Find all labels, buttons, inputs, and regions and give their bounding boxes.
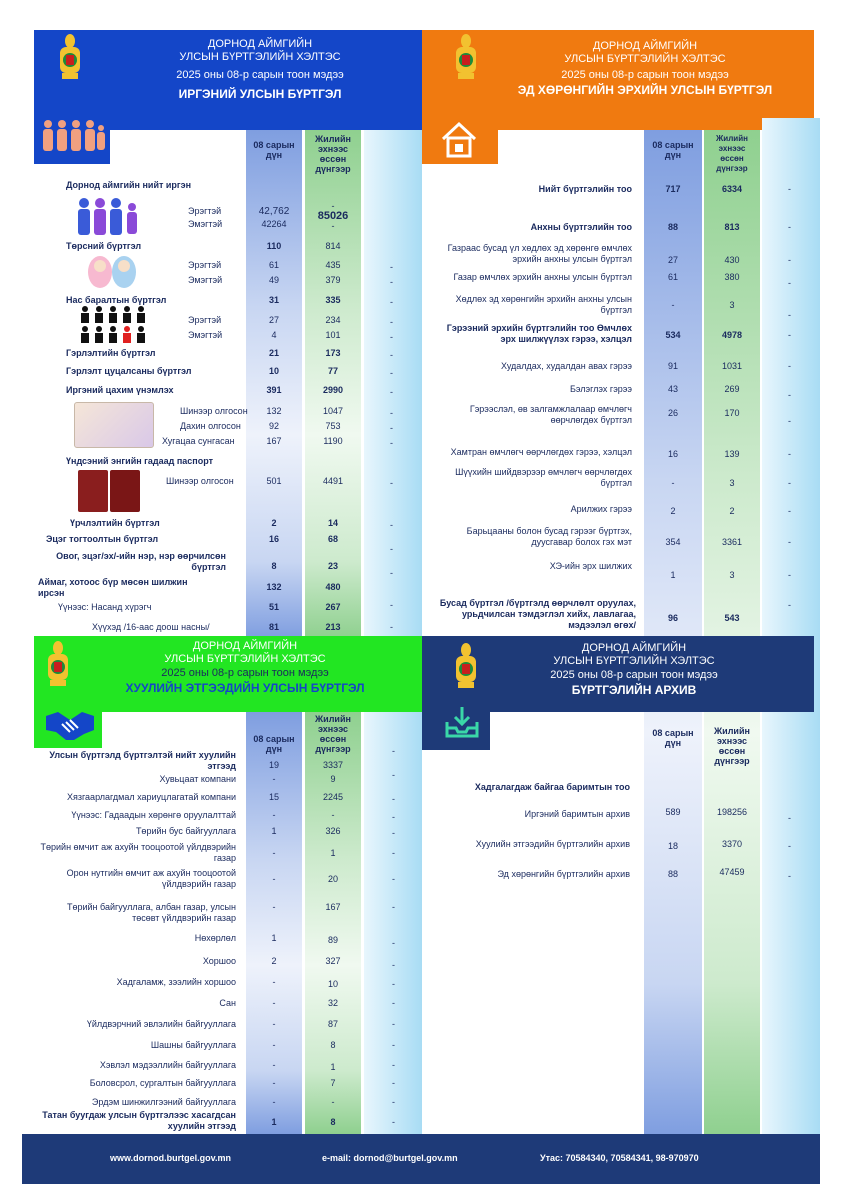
legal-row-label: Хоршоо bbox=[202, 956, 236, 966]
civil-dash: - bbox=[390, 600, 393, 610]
legal-row-label: Хэвлэл мэдээллийн байгууллага bbox=[99, 1060, 236, 1070]
legal-dash: - bbox=[392, 1060, 395, 1070]
archive-row-label: Эд хөрөнгийн бүртгэлийн архив bbox=[497, 869, 630, 879]
legal-row-label: Үүнээс: Гадаадын хөрөнгө оруулалттай bbox=[71, 810, 236, 820]
legal-colhdr-month: 08 сарын дүн bbox=[253, 734, 295, 754]
legal-row-month: - bbox=[272, 1040, 276, 1050]
civil-row-ytd: 68 bbox=[327, 534, 338, 544]
legal-dash: - bbox=[392, 874, 395, 884]
footer-bar bbox=[22, 1134, 820, 1184]
legal-row-label: Татан буугдаж улсын бүртгэлээс хасагдсан хуулийн этгээд bbox=[42, 1110, 236, 1131]
property-colhdr-ytd: Жилийн эхнээс өссөн дүнгээр bbox=[716, 134, 748, 173]
family-icon bbox=[74, 195, 142, 237]
legal-row-ytd: 8 bbox=[330, 1040, 336, 1050]
legal-row-label: Үйлдвэрчний эвлэлийн байгууллага bbox=[86, 1019, 236, 1029]
id-card-image bbox=[74, 402, 154, 448]
civil-row-label: Нас баралтын бүртгэл bbox=[66, 295, 167, 305]
legal-row-ytd: 89 bbox=[327, 935, 338, 945]
legal-row-month: 2 bbox=[271, 956, 277, 966]
civil-row-month: 42264 bbox=[261, 219, 287, 229]
property-dash: - bbox=[788, 478, 791, 488]
legal-row-ytd: 10 bbox=[327, 979, 338, 989]
legal-row-month: - bbox=[272, 977, 276, 987]
legal-dash: - bbox=[392, 1117, 395, 1127]
civil-dash: - bbox=[390, 478, 393, 488]
deaths-icon bbox=[78, 305, 156, 345]
property-dash: - bbox=[788, 570, 791, 580]
legal-row-ytd: 2245 bbox=[322, 792, 344, 802]
legal-row-month: - bbox=[272, 810, 276, 820]
civil-colhdr-ytd: Жилийн эхнээс өссөн дүнгээр bbox=[315, 134, 351, 174]
legal-dash: - bbox=[392, 1078, 395, 1088]
property-row-ytd: 3 bbox=[729, 478, 735, 488]
archive-title-1: ДОРНОД АЙМГИЙН bbox=[581, 642, 687, 654]
civil-row-month: 110 bbox=[266, 241, 282, 251]
legal-title-2: УЛСЫН БҮРТГЭЛИЙН ХЭЛТЭС bbox=[164, 653, 326, 665]
legal-subtitle: 2025 оны 08-р сарын тоон мэдээ bbox=[161, 667, 329, 679]
civil-colhdr-month: 08 сарын дүн bbox=[253, 140, 295, 160]
civil-dash: - bbox=[390, 544, 393, 554]
legal-row-month: - bbox=[272, 998, 276, 1008]
property-row-label: Худалдах, худалдан авах гэрээ bbox=[501, 361, 632, 371]
legal-row-ytd: 32 bbox=[327, 998, 338, 1008]
legal-dash: - bbox=[392, 998, 395, 1008]
civil-row-label: Иргэний цахим үнэмлэх bbox=[66, 385, 174, 395]
civil-row-ytd: 435 bbox=[325, 260, 341, 270]
civil-row-ytd: 213 bbox=[325, 622, 341, 632]
civil-row-month: 92 bbox=[268, 421, 279, 431]
archive-row-label: Иргэний баримтын архив bbox=[524, 809, 630, 819]
civil-dash: - bbox=[390, 277, 393, 287]
civil-dash: - bbox=[390, 408, 393, 418]
legal-row-label: Төрийн өмчит аж ахуйн тооцоотой үйлдвэрийн газар bbox=[40, 842, 236, 863]
legal-row-month: - bbox=[272, 902, 276, 912]
civil-row-ytd: 753 bbox=[325, 421, 341, 431]
legal-row-month: 1 bbox=[271, 826, 277, 836]
legal-header-text bbox=[80, 640, 410, 696]
property-header-text bbox=[495, 40, 795, 98]
legal-row-ytd: 167 bbox=[325, 902, 341, 912]
civil-row-month: 10 bbox=[268, 366, 279, 376]
archive-dash: - bbox=[788, 841, 791, 851]
property-row-label: ХЭ-ийн эрх шилжих bbox=[549, 561, 632, 571]
property-row-label: Барьцааны болон бусад гэрээг бүртгэх, дуусгавар болох гэх мэт bbox=[466, 526, 632, 547]
archive-colhdr-ytd: Жилийн эхнээс өссөн дүнгээр bbox=[714, 726, 750, 766]
legal-row-ytd: - bbox=[331, 810, 335, 820]
legal-row-month: - bbox=[272, 1078, 276, 1088]
property-row-month: 717 bbox=[665, 184, 681, 194]
property-row-month: 96 bbox=[667, 613, 678, 623]
legal-dash: - bbox=[392, 1040, 395, 1050]
property-colhdr-month: 08 сарын дүн bbox=[652, 140, 694, 160]
civil-row-month: 132 bbox=[266, 406, 282, 416]
civil-dash: - bbox=[390, 262, 393, 272]
legal-row-ytd: 1 bbox=[330, 1062, 336, 1072]
archive-row-month: 88 bbox=[667, 869, 678, 879]
legal-dash: - bbox=[392, 746, 395, 756]
property-row-label: Арилжих гэрээ bbox=[570, 504, 632, 514]
emblem-icon bbox=[56, 33, 84, 83]
civil-dash: - bbox=[390, 387, 393, 397]
property-row-ytd: 3 bbox=[729, 300, 735, 310]
civil-row-label: Шинээр олгосон bbox=[166, 476, 234, 486]
civil-col-extra bbox=[364, 130, 422, 638]
civil-row-label: Эрэгтэй bbox=[188, 206, 222, 216]
legal-row-month: - bbox=[272, 1097, 276, 1107]
civil-row-ytd: - bbox=[331, 201, 335, 211]
property-row-month: 26 bbox=[667, 408, 678, 418]
legal-dash: - bbox=[392, 794, 395, 804]
property-col-extra bbox=[762, 118, 820, 1134]
civil-row-ytd: - bbox=[331, 221, 335, 231]
passport-image-1 bbox=[78, 470, 108, 512]
civil-row-month: 391 bbox=[266, 385, 282, 395]
house-icon bbox=[440, 120, 478, 160]
civil-row-month: 49 bbox=[268, 275, 279, 285]
civil-row-ytd: 1190 bbox=[323, 436, 343, 446]
property-row-month: - bbox=[671, 478, 675, 488]
civil-dash: - bbox=[390, 350, 393, 360]
civil-dash: - bbox=[390, 297, 393, 307]
civil-dash: - bbox=[390, 332, 393, 342]
legal-row-month: - bbox=[272, 848, 276, 858]
civil-main-title: ИРГЭНИЙ УЛСЫН БҮРТГЭЛ bbox=[178, 87, 342, 101]
civil-dash: - bbox=[390, 520, 393, 530]
legal-row-ytd: 20 bbox=[327, 874, 338, 884]
legal-row-label: Хязгаарлагдмал хариуцлагатай компани bbox=[66, 792, 236, 802]
property-main-title: ЭД ХӨРӨНГИЙН ЭРХИЙН УЛСЫН БҮРТГЭЛ bbox=[517, 83, 773, 97]
legal-row-ytd: 7 bbox=[330, 1078, 336, 1088]
civil-row-ytd: 173 bbox=[325, 348, 341, 358]
civil-row-ytd: 335 bbox=[325, 295, 341, 305]
civil-row-label: Дахин олгосон bbox=[180, 421, 241, 431]
civil-row-month: 8 bbox=[271, 561, 277, 571]
property-title-2: УЛСЫН БҮРТГЭЛИЙН ХЭЛТЭС bbox=[564, 53, 726, 65]
property-title-1: ДОРНОД АЙМГИЙН bbox=[592, 40, 698, 52]
archive-dash: - bbox=[788, 871, 791, 881]
emblem-icon bbox=[44, 640, 72, 690]
civil-row-label: Гэрлэлт цуцалсаны бүртгэл bbox=[66, 366, 192, 376]
people-icon bbox=[40, 118, 106, 154]
property-dash: - bbox=[788, 222, 791, 232]
legal-row-label: Нөхөрлөл bbox=[194, 933, 236, 943]
civil-dash: - bbox=[390, 622, 393, 632]
legal-dash: - bbox=[392, 828, 395, 838]
property-dash: - bbox=[788, 310, 791, 320]
civil-row-month: 21 bbox=[268, 348, 279, 358]
archive-main-title: БҮРТГЭЛИЙН АРХИВ bbox=[571, 683, 697, 697]
legal-dash: - bbox=[392, 812, 395, 822]
legal-row-label: Төрийн байгууллага, албан газар, улсын төсөвт үйлдвэрийн газар bbox=[66, 902, 236, 923]
civil-row-label: Гэрлэлтийн бүртгэл bbox=[66, 348, 156, 358]
property-row-label: Анхны бүртгэлийн тоо bbox=[530, 222, 632, 232]
civil-row-ytd: 23 bbox=[327, 561, 338, 571]
civil-row-label: Шинээр олгосон bbox=[180, 406, 248, 416]
legal-main-title: ХУУЛИЙН ЭТГЭЭДИЙН УЛСЫН БҮРТГЭЛ bbox=[125, 681, 365, 695]
property-dash: - bbox=[788, 390, 791, 400]
property-row-month: 61 bbox=[667, 272, 678, 282]
property-row-ytd: 3361 bbox=[721, 537, 743, 547]
babies-icon bbox=[86, 252, 138, 290]
civil-row-ytd: 14 bbox=[327, 518, 338, 528]
civil-row-label: Хүүхэд /16-аас доош насны/ bbox=[92, 622, 210, 632]
civil-row-month: 27 bbox=[268, 315, 279, 325]
legal-row-month: - bbox=[272, 874, 276, 884]
civil-row-ytd: 4491 bbox=[322, 476, 344, 486]
legal-row-month: 19 bbox=[268, 760, 279, 770]
legal-dash: - bbox=[392, 848, 395, 858]
property-row-month: - bbox=[671, 300, 675, 310]
legal-dash: - bbox=[392, 1097, 395, 1107]
civil-row-month: 4 bbox=[271, 330, 277, 340]
civil-row-label: Дорнод аймгийн нийт иргэн bbox=[66, 180, 192, 190]
legal-row-ytd: - bbox=[331, 1097, 335, 1107]
civil-row-label: Үндсэний энгийн гадаад паспорт bbox=[66, 456, 214, 466]
civil-row-month: 501 bbox=[266, 476, 282, 486]
property-row-month: 534 bbox=[665, 330, 681, 340]
archive-dash: - bbox=[788, 813, 791, 823]
civil-title-1: ДОРНОД АЙМГИЙН bbox=[207, 38, 313, 50]
legal-row-label: Орон нутгийн өмчит аж ахуйн тооцоотой үйлдвэрийн газар bbox=[66, 868, 236, 889]
archive-row-label: Хуулийн этгээдийн бүртгэлийн архив bbox=[475, 839, 630, 849]
legal-row-label: Сан bbox=[219, 998, 236, 1008]
footer-email-link[interactable]: e-mail: dornod@burtgel.gov.mn bbox=[322, 1153, 458, 1163]
property-row-ytd: 1031 bbox=[721, 361, 743, 371]
civil-row-label: Эрэгтэй bbox=[188, 260, 222, 270]
property-dash: - bbox=[788, 278, 791, 288]
property-row-ytd: 139 bbox=[724, 449, 740, 459]
civil-dash: - bbox=[390, 438, 393, 448]
civil-header-text bbox=[110, 38, 410, 102]
legal-row-label: Төрийн бус байгууллага bbox=[135, 826, 236, 836]
civil-row-ytd: 234 bbox=[325, 315, 341, 325]
legal-row-ytd: 8 bbox=[330, 1117, 336, 1127]
legal-row-label: Боловсрол, сургалтын байгууллага bbox=[89, 1078, 236, 1088]
archive-row-ytd: 3370 bbox=[721, 839, 743, 849]
archive-colhdr-month: 08 сарын дүн bbox=[652, 728, 694, 748]
legal-row-ytd: 1 bbox=[330, 848, 336, 858]
property-row-ytd: 813 bbox=[724, 222, 740, 232]
legal-row-month: - bbox=[272, 1060, 276, 1070]
archive-title-2: УЛСЫН БҮРТГЭЛИЙН ХЭЛТЭС bbox=[553, 655, 715, 667]
archive-subtitle: 2025 оны 08-р сарын тоон мэдээ bbox=[550, 669, 718, 681]
civil-row-label: Хугацаа сунгасан bbox=[162, 436, 235, 446]
civil-row-ytd: 379 bbox=[325, 275, 341, 285]
property-row-label: Хамтран өмчлөгч өөрчлөгдөх гэрээ, хэлцэл bbox=[450, 447, 632, 457]
legal-row-month: 15 bbox=[268, 792, 279, 802]
property-dash: - bbox=[788, 416, 791, 426]
legal-title-1: ДОРНОД АЙМГИЙН bbox=[192, 640, 298, 652]
property-row-ytd: 4978 bbox=[721, 330, 743, 340]
legal-row-label: Улсын бүртгэлд бүртгэлтэй нийт хуулийн этгээд bbox=[49, 750, 236, 771]
civil-row-label: Аймаг, хотоос бүр мөсөн шилжин ирсэн bbox=[38, 577, 188, 598]
civil-row-label: Овог, эцэг/эх/-ийн нэр, нэр өөрчилсөн бүртгэл bbox=[56, 551, 226, 572]
archive-row-month: 589 bbox=[665, 807, 681, 817]
civil-dash: - bbox=[390, 368, 393, 378]
civil-subtitle: 2025 оны 08-р сарын тоон мэдээ bbox=[176, 69, 344, 81]
civil-row-month: 51 bbox=[268, 602, 279, 612]
property-row-label: Хөдлөх эд хөрөнгийн эрхийн анхны улсын бүртгэл bbox=[455, 294, 632, 315]
property-dash: - bbox=[788, 255, 791, 265]
property-row-ytd: 269 bbox=[724, 384, 740, 394]
civil-row-month: 81 bbox=[268, 622, 279, 632]
archive-download-icon bbox=[444, 704, 480, 740]
civil-row-ytd: 814 bbox=[325, 241, 341, 251]
property-row-month: 27 bbox=[667, 255, 678, 265]
legal-dash: - bbox=[392, 960, 395, 970]
property-row-label: Газар өмчлөх эрхийн анхны улсын бүртгэл bbox=[453, 272, 632, 282]
property-row-month: 354 bbox=[665, 537, 681, 547]
civil-row-ytd: 77 bbox=[327, 366, 338, 376]
property-row-ytd: 3 bbox=[729, 570, 735, 580]
legal-dash: - bbox=[392, 1019, 395, 1029]
property-dash: - bbox=[788, 184, 791, 194]
legal-row-label: Эрдэм шинжилгээний байгууллага bbox=[91, 1097, 236, 1107]
legal-row-ytd: 327 bbox=[325, 956, 341, 966]
civil-row-label: Эмэгтэй bbox=[188, 330, 223, 340]
civil-row-month: 16 bbox=[268, 534, 279, 544]
civil-row-label: Эцэг тогтоолтын бүртгэл bbox=[46, 534, 159, 544]
legal-row-month: 1 bbox=[271, 1117, 277, 1127]
legal-row-ytd: 3337 bbox=[322, 760, 344, 770]
property-row-month: 91 bbox=[667, 361, 678, 371]
property-row-label: Нийт бүртгэлийн тоо bbox=[538, 184, 632, 194]
property-row-month: 16 bbox=[667, 449, 678, 459]
property-row-ytd: 6334 bbox=[721, 184, 743, 194]
archive-row-ytd: 47459 bbox=[719, 867, 745, 877]
civil-row-ytd: 1047 bbox=[322, 406, 344, 416]
property-row-month: 43 bbox=[667, 384, 678, 394]
handshake-icon bbox=[44, 704, 96, 744]
legal-dash: - bbox=[392, 979, 395, 989]
legal-colhdr-ytd: Жилийн эхнээс өссөн дүнгээр bbox=[315, 714, 351, 754]
civil-title-2: УЛСЫН БҮРТГЭЛИЙН ХЭЛТЭС bbox=[179, 51, 341, 63]
emblem-icon bbox=[452, 33, 480, 83]
property-row-label: Шүүхийн шийдвэрээр өмчлөгч өөрчлөгдөх бүртгэл bbox=[455, 467, 632, 488]
property-row-label: Газраас бусад үл хөдлөх эд хөрөнгө өмчлөх эрхийн анхны улсын бүртгэл bbox=[447, 243, 632, 264]
legal-row-ytd: 9 bbox=[330, 774, 336, 784]
civil-row-ytd: 480 bbox=[325, 582, 341, 592]
footer-website-link[interactable]: www.dornod.burtgel.gov.mn bbox=[110, 1153, 231, 1163]
legal-row-ytd: 87 bbox=[327, 1019, 338, 1029]
civil-row-label: Үүнээс: Насанд хүрэгч bbox=[58, 602, 152, 612]
civil-row-month: 167 bbox=[266, 436, 282, 446]
civil-row-label: Эрэгтэй bbox=[188, 315, 222, 325]
footer-phone: Утас: 70584340, 70584341, 98-970970 bbox=[540, 1153, 699, 1163]
legal-row-label: Хадгаламж, зээлийн хоршоо bbox=[116, 977, 236, 987]
property-row-label: Бэлэглэх гэрээ bbox=[569, 384, 632, 394]
civil-row-month: 2 bbox=[271, 518, 277, 528]
legal-dash: - bbox=[392, 770, 395, 780]
property-row-ytd: 543 bbox=[724, 613, 740, 623]
passport-image-2 bbox=[110, 470, 140, 512]
legal-row-month: 1 bbox=[271, 933, 277, 943]
legal-row-month: - bbox=[272, 1019, 276, 1029]
property-row-ytd: 170 bbox=[724, 408, 740, 418]
civil-dash: - bbox=[390, 568, 393, 578]
property-row-ytd: 430 bbox=[724, 255, 740, 265]
property-dash: - bbox=[788, 361, 791, 371]
civil-row-label: Эмэгтэй bbox=[188, 275, 223, 285]
civil-row-month: 42,762 bbox=[258, 206, 290, 217]
archive-row-month: 18 bbox=[667, 841, 678, 851]
civil-total: 85026 bbox=[317, 210, 349, 222]
civil-row-label: Үрчлэлтийн бүртгэл bbox=[70, 518, 160, 528]
civil-row-month: 132 bbox=[266, 582, 282, 592]
property-row-label: Гэрээслэл, өв залгамжлалаар өмчлөгч өөрчлөгдөх бүртгэл bbox=[469, 404, 632, 425]
property-row-label: Гэрээний эрхийн бүртгэлийн тоо Өмчлөх эрх шилжүүлэх гэрээ, хэлцэл bbox=[446, 323, 632, 344]
civil-dash: - bbox=[390, 317, 393, 327]
civil-row-month: 61 bbox=[268, 260, 279, 270]
civil-row-ytd: 101 bbox=[325, 330, 341, 340]
property-dash: - bbox=[788, 449, 791, 459]
property-dash: - bbox=[788, 600, 791, 610]
property-dash: - bbox=[788, 330, 791, 340]
property-row-label: Бусад бүртгэл /бүртгэлд өөрчлөлт оруулах, урьдчилсан тэмдэглэл хийх, лавлагаа, мэдээлэл өгөх/ bbox=[439, 598, 636, 630]
civil-row-ytd: 2990 bbox=[322, 385, 344, 395]
legal-row-ytd: 326 bbox=[325, 826, 341, 836]
property-row-ytd: 380 bbox=[724, 272, 740, 282]
civil-row-label: Төрсний бүртгэл bbox=[66, 241, 142, 251]
civil-dash: - bbox=[390, 423, 393, 433]
property-row-month: 2 bbox=[670, 506, 676, 516]
archive-row-ytd: 198256 bbox=[716, 807, 748, 817]
legal-dash: - bbox=[392, 902, 395, 912]
civil-row-label: Эмэгтэй bbox=[188, 219, 223, 229]
legal-row-month: - bbox=[272, 774, 276, 784]
property-row-month: 1 bbox=[670, 570, 676, 580]
property-row-month: 88 bbox=[667, 222, 678, 232]
civil-row-ytd: 267 bbox=[325, 602, 341, 612]
property-row-ytd: 2 bbox=[729, 506, 735, 516]
archive-row-label: Хадгалагдаж байгаа баримтын тоо bbox=[474, 782, 630, 792]
legal-row-label: Хувьцаат компани bbox=[159, 774, 236, 784]
property-subtitle: 2025 оны 08-р сарын тоон мэдээ bbox=[561, 69, 729, 81]
legal-row-label: Шашны байгууллага bbox=[150, 1040, 236, 1050]
property-dash: - bbox=[788, 537, 791, 547]
civil-row-month: 31 bbox=[268, 295, 279, 305]
legal-dash: - bbox=[392, 938, 395, 948]
archive-header-text bbox=[474, 642, 794, 698]
property-dash: - bbox=[788, 506, 791, 516]
